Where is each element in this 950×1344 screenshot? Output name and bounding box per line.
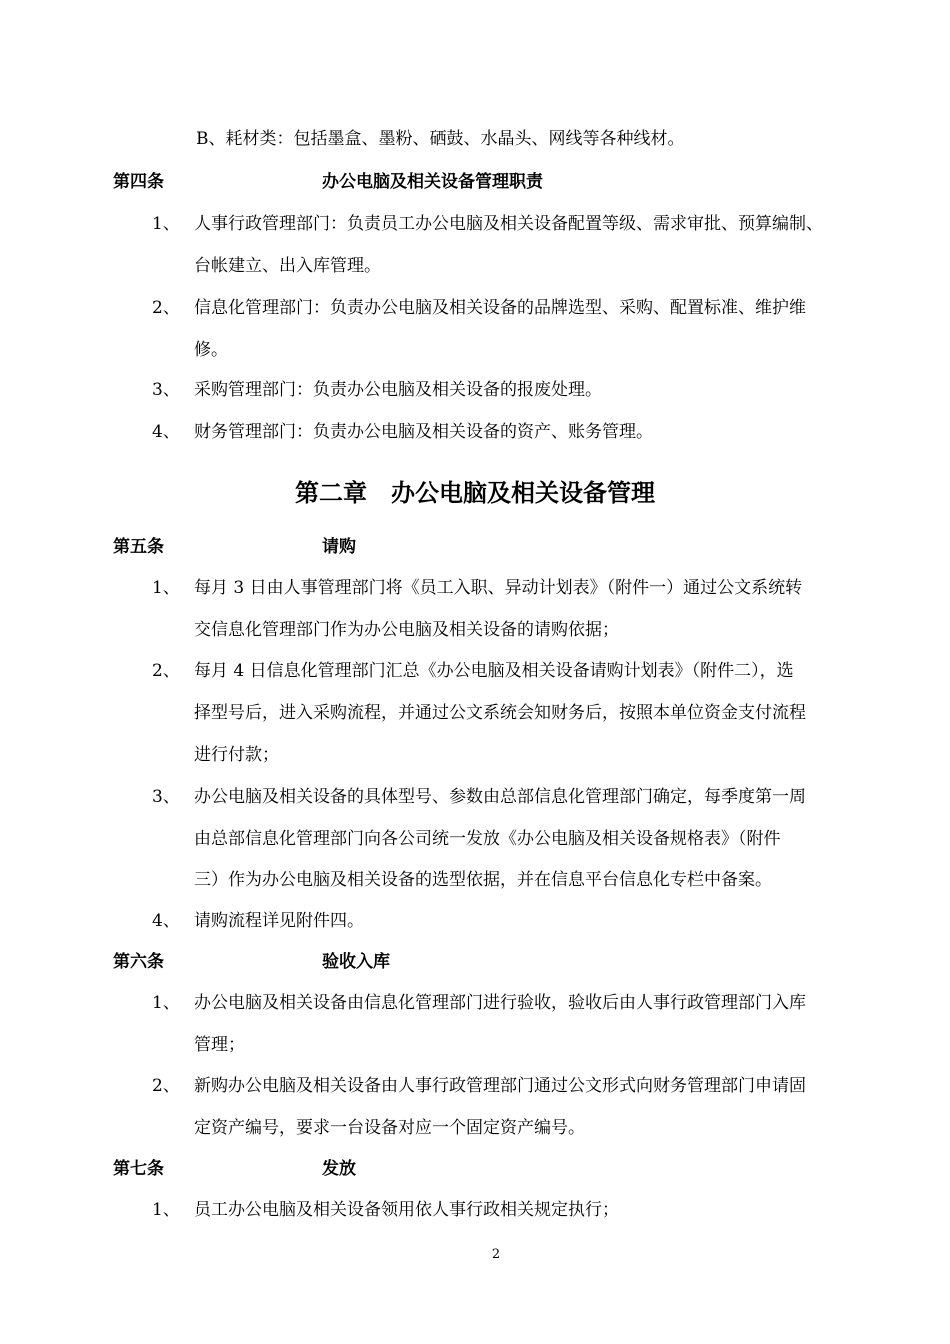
page-number: 2 bbox=[491, 1247, 501, 1262]
list-item-number: 3、 bbox=[152, 787, 180, 807]
list-item-text: 三）作为办公电脑及相关设备的选型依据，并在信息平台信息化专栏中备案。 bbox=[194, 870, 772, 890]
list-item-number: 4、 bbox=[152, 422, 180, 442]
article-5-label: 第五条 bbox=[113, 537, 164, 557]
list-item-text: 修。 bbox=[194, 340, 228, 360]
article-6-title: 验收入库 bbox=[322, 952, 390, 972]
list-item-text: 每月 4 日信息化管理部门汇总《办公电脑及相关设备请购计划表》（附件二），选 bbox=[194, 661, 794, 681]
list-item-text: 办公电脑及相关设备的具体型号、参数由总部信息化管理部门确定，每季度第一周 bbox=[194, 787, 806, 807]
list-item-number: 2、 bbox=[152, 298, 180, 318]
b-consumables-line: B、耗材类：包括墨盒、墨粉、硒鼓、水晶头、网线等各种线材。 bbox=[196, 129, 685, 149]
list-item-text: 交信息化管理部门作为办公电脑及相关设备的请购依据； bbox=[194, 620, 619, 640]
list-item-text: 每月 3 日由人事管理部门将《员工入职、异动计划表》（附件一）通过公文系统转 bbox=[194, 578, 803, 598]
article-4-title: 办公电脑及相关设备管理职责 bbox=[322, 172, 543, 192]
article-4-label: 第四条 bbox=[113, 172, 164, 192]
list-item-number: 1、 bbox=[152, 578, 180, 598]
article-7-label: 第七条 bbox=[113, 1159, 164, 1179]
list-item-text: 采购管理部门：负责办公电脑及相关设备的报废处理。 bbox=[194, 380, 602, 400]
list-item-text: 人事行政管理部门：负责员工办公电脑及相关设备配置等级、需求审批、预算编制、 bbox=[194, 214, 823, 234]
list-item-text: 财务管理部门：负责办公电脑及相关设备的资产、账务管理。 bbox=[194, 422, 653, 442]
list-item-number: 1、 bbox=[152, 214, 180, 234]
list-item-text: 由总部信息化管理部门向各公司统一发放《办公电脑及相关设备规格表》（附件 bbox=[194, 829, 781, 849]
list-item-text: 办公电脑及相关设备由信息化管理部门进行验收，验收后由人事行政管理部门入库 bbox=[194, 993, 806, 1013]
list-item-number: 2、 bbox=[152, 1076, 180, 1096]
list-item-text: 台帐建立、出入库管理。 bbox=[194, 256, 381, 276]
list-item-text: 新购办公电脑及相关设备由人事行政管理部门通过公文形式向财务管理部门申请固 bbox=[194, 1076, 806, 1096]
list-item-text: 请购流程详见附件四。 bbox=[194, 911, 364, 931]
article-7-title: 发放 bbox=[322, 1159, 356, 1179]
list-item-number: 4、 bbox=[152, 911, 180, 931]
list-item-number: 1、 bbox=[152, 993, 180, 1013]
list-item-text: 择型号后，进入采购流程，并通过公文系统会知财务后，按照本单位资金支付流程 bbox=[194, 703, 806, 723]
article-6-label: 第六条 bbox=[113, 952, 164, 972]
list-item-number: 3、 bbox=[152, 380, 180, 400]
list-item-text: 信息化管理部门：负责办公电脑及相关设备的品牌选型、采购、配置标准、维护维 bbox=[194, 298, 806, 318]
list-item-text: 管理； bbox=[194, 1035, 245, 1055]
list-item-text: 定资产编号，要求一台设备对应一个固定资产编号。 bbox=[194, 1118, 585, 1138]
article-5-title: 请购 bbox=[322, 537, 356, 557]
list-item-number: 1、 bbox=[152, 1200, 180, 1220]
list-item-text: 进行付款； bbox=[194, 745, 279, 765]
list-item-number: 2、 bbox=[152, 661, 180, 681]
chapter-heading: 第二章 办公电脑及相关设备管理 bbox=[295, 478, 655, 507]
list-item-text: 员工办公电脑及相关设备领用依人事行政相关规定执行； bbox=[194, 1200, 619, 1220]
